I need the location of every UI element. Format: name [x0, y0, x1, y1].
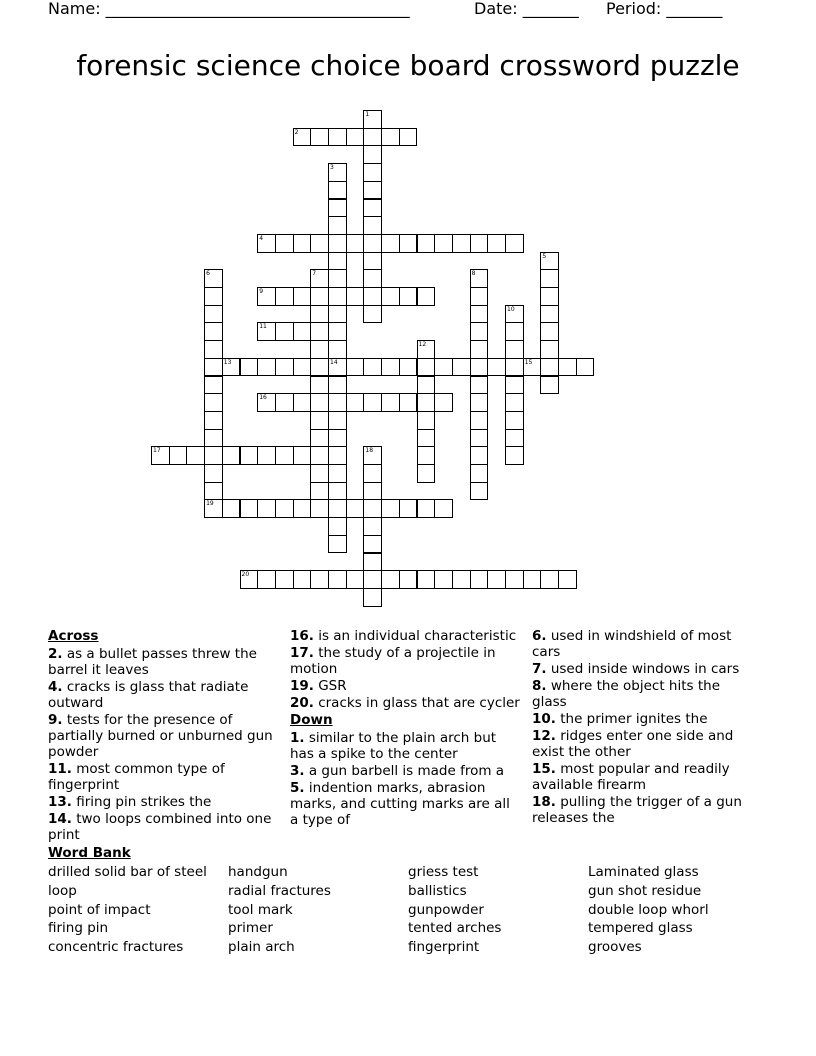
word-bank-item: grooves: [588, 939, 642, 956]
grid-cell[interactable]: [204, 287, 223, 306]
clue-text: pulling the trigger of a gun releases the: [532, 794, 742, 826]
grid-cell[interactable]: [346, 393, 365, 412]
across-clue: [290, 628, 522, 644]
period-field-label[interactable]: Period: _______: [606, 0, 723, 18]
grid-cell[interactable]: [328, 535, 347, 554]
clue-number-label: 6: [206, 270, 210, 278]
word-bank-item: Laminated glass: [588, 864, 699, 880]
grid-cell[interactable]: [417, 234, 436, 253]
grid-cell[interactable]: [257, 446, 276, 465]
grid-cell[interactable]: [310, 446, 329, 465]
grid-cell[interactable]: [363, 163, 382, 182]
grid-cell[interactable]: [293, 322, 312, 341]
grid-cell[interactable]: [328, 234, 347, 253]
grid-cell[interactable]: [293, 358, 312, 377]
grid-cell[interactable]: [363, 535, 382, 554]
grid-cell[interactable]: [328, 464, 347, 483]
across-heading: Across: [48, 628, 99, 644]
clue-text: most popular and readily available firearm: [532, 761, 730, 793]
grid-cell[interactable]: [310, 411, 329, 430]
down-clue: [290, 763, 522, 779]
grid-cell[interactable]: [417, 358, 436, 377]
grid-cell[interactable]: [576, 358, 595, 377]
clue-number: 13.: [48, 794, 72, 810]
grid-cell[interactable]: [275, 446, 294, 465]
word-bank-item: griess test: [408, 864, 479, 880]
clue-number: 7.: [532, 661, 547, 677]
grid-cell[interactable]: [257, 358, 276, 377]
grid-cell[interactable]: [417, 376, 436, 395]
grid-cell[interactable]: [275, 570, 294, 589]
grid-cell[interactable]: [399, 128, 418, 147]
clue-number: 10.: [532, 711, 556, 727]
grid-cell[interactable]: [452, 234, 471, 253]
grid-cell[interactable]: [399, 499, 418, 518]
across-clue: [48, 712, 280, 760]
down-clue: [532, 711, 752, 727]
word-bank-item: concentric fractures: [48, 939, 184, 956]
word-bank-item: ballistics: [408, 882, 467, 899]
down-clue: [290, 730, 522, 762]
grid-cell[interactable]: [275, 393, 294, 412]
clue-text: cracks in glass that are cycler: [313, 695, 520, 711]
grid-cell[interactable]: [275, 234, 294, 253]
grid-cell[interactable]: [381, 499, 400, 518]
grid-cell[interactable]: [204, 340, 223, 359]
grid-cell[interactable]: [452, 570, 471, 589]
clue-number: 3.: [290, 763, 305, 779]
grid-cell[interactable]: [381, 128, 400, 147]
clue-text: ridges enter one side and exist the other: [532, 728, 734, 760]
grid-cell[interactable]: [346, 499, 365, 518]
grid-cell[interactable]: [363, 499, 382, 518]
grid-cell[interactable]: [204, 322, 223, 341]
word-bank-item: drilled solid bar of steel: [48, 864, 207, 880]
word-bank-item: tool mark: [228, 901, 293, 918]
grid-cell[interactable]: [363, 128, 382, 147]
grid-cell[interactable]: [328, 322, 347, 341]
down-clue: [532, 794, 752, 826]
grid-cell[interactable]: [363, 145, 382, 164]
grid-cell[interactable]: [363, 287, 382, 306]
grid-cell[interactable]: [470, 287, 489, 306]
grid-cell[interactable]: [417, 499, 436, 518]
grid-cell[interactable]: [204, 464, 223, 483]
grid-cell[interactable]: [540, 322, 559, 341]
grid-cell[interactable]: [540, 287, 559, 306]
grid-cell[interactable]: [328, 393, 347, 412]
grid-cell[interactable]: [399, 570, 418, 589]
clue-number-label: 18: [365, 447, 374, 455]
grid-cell[interactable]: [240, 446, 259, 465]
grid-cell[interactable]: [470, 358, 489, 377]
down-clue: [532, 628, 752, 660]
clue-text: is an individual characteristic: [313, 628, 517, 644]
grid-cell[interactable]: [399, 393, 418, 412]
grid-cell[interactable]: [275, 287, 294, 306]
grid-cell[interactable]: [470, 482, 489, 501]
clue-number-label: 7: [312, 270, 317, 278]
grid-cell[interactable]: [363, 305, 382, 324]
clue-number-label: 9: [259, 288, 264, 295]
grid-cell[interactable]: [470, 322, 489, 341]
clue-text: a gun barbell is made from a: [304, 763, 505, 779]
grid-cell[interactable]: [346, 287, 365, 306]
clue-number: 18.: [532, 794, 556, 810]
grid-cell[interactable]: [293, 570, 312, 589]
clue-number: 14.: [48, 811, 72, 827]
grid-cell[interactable]: [293, 287, 312, 306]
page-title: forensic science choice board crossword puzzle: [76, 49, 740, 82]
grid-cell[interactable]: [470, 376, 489, 395]
grid-cell[interactable]: [505, 429, 524, 448]
grid-cell[interactable]: [417, 393, 436, 412]
grid-cell[interactable]: [310, 340, 329, 359]
across-clue: [48, 811, 280, 843]
grid-cell[interactable]: [434, 358, 453, 377]
clue-text: GSR: [313, 678, 347, 694]
clue-number-label: 10: [507, 305, 515, 313]
grid-cell[interactable]: [293, 446, 312, 465]
clue-number: 19.: [290, 678, 314, 694]
grid-cell[interactable]: [470, 340, 489, 359]
grid-cell[interactable]: [381, 393, 400, 412]
grid-cell[interactable]: [186, 446, 205, 465]
grid-cell[interactable]: [363, 553, 382, 572]
grid-cell[interactable]: [275, 322, 294, 341]
across-clue: [290, 645, 522, 677]
down-clue: [532, 661, 752, 677]
grid-cell[interactable]: [240, 499, 259, 518]
word-bank-item: double loop whorl: [588, 901, 709, 918]
clue-number: 4.: [48, 679, 63, 695]
grid-cell[interactable]: [346, 128, 365, 147]
grid-cell[interactable]: [363, 216, 382, 235]
grid-cell[interactable]: [328, 199, 347, 218]
grid-cell[interactable]: [540, 340, 559, 359]
grid-cell[interactable]: [310, 570, 329, 589]
grid-cell[interactable]: [169, 446, 188, 465]
clue-number: 9.: [48, 712, 63, 728]
grid-cell[interactable]: [328, 429, 347, 448]
grid-cell[interactable]: [487, 570, 506, 589]
grid-cell[interactable]: [328, 252, 347, 271]
grid-cell[interactable]: [434, 499, 453, 518]
clue-number-label: 2: [294, 128, 299, 136]
grid-cell[interactable]: [381, 287, 400, 306]
grid-cell[interactable]: [275, 358, 294, 377]
grid-cell[interactable]: [346, 570, 365, 589]
grid-cell[interactable]: [363, 269, 382, 288]
grid-cell[interactable]: [399, 358, 418, 377]
down-clue: [532, 728, 752, 760]
grid-cell[interactable]: [310, 234, 329, 253]
clue-column-1: [48, 628, 280, 844]
grid-cell[interactable]: [328, 570, 347, 589]
word-bank-item: gunpowder: [408, 901, 484, 918]
grid-cell[interactable]: [470, 393, 489, 412]
grid-cell[interactable]: [363, 588, 382, 607]
clue-text: cracks is glass that radiate outward: [48, 679, 249, 711]
grid-cell[interactable]: [540, 376, 559, 395]
word-bank-item: plain arch: [228, 939, 295, 956]
word-bank-item: point of impact: [48, 901, 151, 918]
grid-cell[interactable]: [293, 393, 312, 412]
clue-number: 20.: [290, 695, 314, 711]
grid-cell[interactable]: [363, 482, 382, 501]
grid-cell[interactable]: [540, 269, 559, 288]
clue-column-2: [290, 628, 522, 829]
grid-cell[interactable]: [310, 287, 329, 306]
grid-cell[interactable]: [381, 570, 400, 589]
clue-text: tests for the presence of partially burned or unburned gun powder: [48, 712, 273, 760]
grid-cell[interactable]: [328, 340, 347, 359]
grid-cell[interactable]: [381, 358, 400, 377]
clue-number-label: 8: [471, 270, 476, 278]
clue-number: 16.: [290, 628, 314, 644]
grid-cell[interactable]: [540, 358, 559, 377]
clue-number: 6.: [532, 628, 547, 644]
clue-number-label: 19: [206, 500, 214, 508]
across-clue: [48, 761, 280, 793]
grid-cell[interactable]: [328, 376, 347, 395]
grid-cell[interactable]: [204, 376, 223, 395]
grid-cell[interactable]: [363, 570, 382, 589]
grid-cell[interactable]: [470, 570, 489, 589]
word-bank-item: gun shot residue: [588, 882, 702, 899]
clue-number-label: 16: [259, 394, 267, 402]
grid-cell[interactable]: [363, 393, 382, 412]
grid-cell[interactable]: [505, 393, 524, 412]
grid-cell[interactable]: [204, 482, 223, 501]
clue-text: firing pin strikes the: [71, 794, 212, 810]
grid-cell[interactable]: [417, 429, 436, 448]
across-clue: [290, 695, 522, 711]
clue-text: two loops combined into one print: [48, 811, 272, 843]
word-bank-item: primer: [228, 920, 273, 937]
grid-cell[interactable]: [328, 128, 347, 147]
word-bank-item: tempered glass: [588, 920, 693, 937]
grid-cell[interactable]: [204, 393, 223, 412]
grid-cell[interactable]: [204, 358, 223, 377]
clue-number: 1.: [290, 730, 305, 746]
clue-number-label: 11: [259, 323, 267, 331]
grid-cell[interactable]: [505, 446, 524, 465]
word-bank-item: firing pin: [48, 920, 109, 937]
grid-cell[interactable]: [346, 358, 365, 377]
grid-cell[interactable]: [505, 376, 524, 395]
grid-cell[interactable]: [328, 446, 347, 465]
grid-cell[interactable]: [328, 499, 347, 518]
grid-cell[interactable]: [417, 446, 436, 465]
down-heading: Down: [290, 712, 333, 728]
across-clue: [48, 679, 280, 711]
clue-number: 11.: [48, 761, 72, 777]
word-bank-item: fingerprint: [408, 939, 480, 956]
grid-cell[interactable]: [452, 358, 471, 377]
grid-cell[interactable]: [470, 411, 489, 430]
grid-cell[interactable]: [310, 482, 329, 501]
grid-cell[interactable]: [470, 464, 489, 483]
grid-cell[interactable]: [204, 411, 223, 430]
grid-cell[interactable]: [328, 287, 347, 306]
clue-number-label: 13: [223, 358, 232, 366]
grid-cell[interactable]: [293, 499, 312, 518]
grid-cell[interactable]: [204, 305, 223, 324]
grid-cell[interactable]: [328, 411, 347, 430]
grid-cell[interactable]: [240, 358, 259, 377]
grid-cell[interactable]: [310, 128, 329, 147]
down-clue: [290, 780, 522, 828]
grid-cell[interactable]: [363, 464, 382, 483]
grid-cell[interactable]: [470, 429, 489, 448]
grid-cell[interactable]: [293, 234, 312, 253]
clue-text: used inside windows in cars: [546, 661, 740, 677]
word-bank-item: loop: [48, 882, 77, 899]
clue-number: 5.: [290, 780, 305, 796]
name-field-label[interactable]: Name: ______________________________________: [48, 0, 410, 18]
grid-cell[interactable]: [310, 305, 329, 324]
word-bank-item: handgun: [228, 864, 288, 880]
clue-number-label: 3: [330, 164, 334, 172]
word-bank-item: radial fractures: [228, 882, 331, 899]
clue-number-label: 4: [259, 234, 264, 242]
grid-cell[interactable]: [257, 499, 276, 518]
clue-number: 17.: [290, 645, 314, 661]
clue-number: 8.: [532, 678, 547, 694]
clue-text: used in windshield of most cars: [532, 628, 732, 660]
grid-cell[interactable]: [399, 287, 418, 306]
clue-text: the primer ignites the: [555, 711, 708, 727]
clue-number: 15.: [532, 761, 556, 777]
grid-cell[interactable]: [204, 446, 223, 465]
grid-cell[interactable]: [399, 234, 418, 253]
grid-cell[interactable]: [328, 482, 347, 501]
grid-cell[interactable]: [505, 234, 524, 253]
clue-number-label: 17: [153, 447, 161, 455]
clue-column-3: [532, 628, 752, 827]
grid-cell[interactable]: [363, 358, 382, 377]
clue-text: the study of a projectile in motion: [290, 645, 496, 677]
grid-cell[interactable]: [328, 181, 347, 200]
grid-cell[interactable]: [487, 234, 506, 253]
clue-text: as a bullet passes threw the barrel it leaves: [48, 646, 257, 678]
clue-number-label: 1: [365, 111, 370, 118]
grid-cell[interactable]: [310, 499, 329, 518]
grid-cell[interactable]: [505, 358, 524, 377]
grid-cell[interactable]: [328, 216, 347, 235]
grid-cell[interactable]: [505, 322, 524, 341]
grid-cell[interactable]: [505, 340, 524, 359]
grid-cell[interactable]: [310, 322, 329, 341]
clue-number-label: 12: [418, 341, 427, 349]
clue-text: indention marks, abrasion marks, and cutting marks are all a type of: [290, 780, 510, 828]
down-clue: [532, 678, 752, 710]
clue-number-label: 20: [241, 571, 250, 579]
grid-cell[interactable]: [310, 358, 329, 377]
grid-cell[interactable]: [470, 446, 489, 465]
grid-cell[interactable]: [505, 411, 524, 430]
grid-cell[interactable]: [363, 181, 382, 200]
down-clue: [532, 761, 752, 793]
word-bank-heading: Word Bank: [48, 845, 131, 861]
grid-cell[interactable]: [434, 234, 453, 253]
grid-cell[interactable]: [434, 570, 453, 589]
grid-cell[interactable]: [275, 499, 294, 518]
across-clue: [48, 646, 280, 678]
grid-cell[interactable]: [346, 234, 365, 253]
clue-text: where the object hits the glass: [532, 678, 720, 710]
clue-number: 12.: [532, 728, 556, 744]
clue-number-label: 5: [542, 252, 547, 260]
grid-cell[interactable]: [381, 234, 400, 253]
grid-cell[interactable]: [222, 499, 241, 518]
grid-cell[interactable]: [363, 252, 382, 271]
grid-cell[interactable]: [328, 517, 347, 536]
grid-cell[interactable]: [523, 570, 542, 589]
grid-cell[interactable]: [558, 358, 577, 377]
grid-cell[interactable]: [222, 446, 241, 465]
grid-cell[interactable]: [558, 570, 577, 589]
word-bank-item: tented arches: [408, 920, 502, 937]
grid-cell[interactable]: [505, 570, 524, 589]
grid-cell[interactable]: [363, 517, 382, 536]
clue-number-label: 15: [524, 358, 533, 366]
grid-cell[interactable]: [540, 305, 559, 324]
clue-number: 2.: [48, 646, 63, 662]
grid-cell[interactable]: [363, 234, 382, 253]
clue-number-label: 14: [330, 358, 338, 366]
grid-cell[interactable]: [417, 570, 436, 589]
grid-cell[interactable]: [328, 269, 347, 288]
grid-cell[interactable]: [310, 429, 329, 448]
grid-cell[interactable]: [204, 429, 223, 448]
grid-cell[interactable]: [470, 234, 489, 253]
across-clue: [290, 678, 522, 694]
grid-cell[interactable]: [417, 411, 436, 430]
clue-text: most common type of fingerprint: [48, 761, 225, 793]
grid-cell[interactable]: [417, 464, 436, 483]
grid-cell[interactable]: [470, 305, 489, 324]
grid-cell[interactable]: [310, 464, 329, 483]
grid-cell[interactable]: [328, 305, 347, 324]
grid-cell[interactable]: [310, 393, 329, 412]
grid-cell[interactable]: [257, 570, 276, 589]
grid-cell[interactable]: [310, 376, 329, 395]
date-field-label[interactable]: Date: _______: [474, 0, 579, 18]
grid-cell[interactable]: [487, 358, 506, 377]
grid-cell[interactable]: [434, 393, 453, 412]
grid-cell[interactable]: [363, 199, 382, 218]
clue-text: similar to the plain arch but has a spike to the center: [290, 730, 497, 762]
grid-cell[interactable]: [540, 570, 559, 589]
grid-cell[interactable]: [417, 287, 436, 306]
across-clue: [48, 794, 280, 810]
